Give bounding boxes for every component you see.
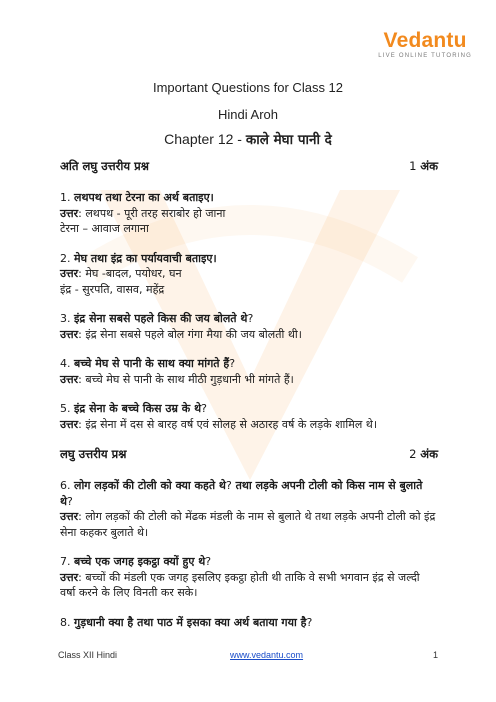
answer-text: इंद्र - सुरपति, वासव, महेंद्र xyxy=(60,282,165,296)
page-number: 1 xyxy=(432,650,438,660)
question-mark: ? xyxy=(201,402,207,415)
question-item xyxy=(60,251,438,298)
answer-label: उत्तर xyxy=(60,206,79,220)
footer-website-link[interactable]: www.vedantu.com xyxy=(230,650,304,660)
section-marks xyxy=(409,446,438,462)
question-text: तथा लड़के अपनी टोली को किस नाम से बुलाते थे xyxy=(60,479,423,508)
marks-word: अंक xyxy=(420,447,438,461)
marks-number: 1 xyxy=(409,159,417,173)
question-number: 2. xyxy=(60,251,71,265)
question-item xyxy=(60,356,438,387)
question-number: 6. xyxy=(60,479,71,492)
chapter-title: काले मेघा पानी दे xyxy=(245,132,332,148)
section-heading xyxy=(60,446,438,462)
answer-text: टेरना – आवाज लगाना xyxy=(60,222,149,235)
doc-chapter xyxy=(0,130,496,148)
logo-brand: Vedantu xyxy=(383,29,467,52)
section-title: लघु उत्तरीय प्रश्न xyxy=(60,447,127,461)
marks-number: 2 xyxy=(409,447,417,461)
question-item xyxy=(60,311,438,342)
answer-text: : इंद्र सेना सबसे पहले बोल गंगा मैया की जय बोलती थी। xyxy=(78,327,302,341)
doc-title: Important Questions for Class 12 xyxy=(152,80,344,95)
answer-label: उत्तर xyxy=(60,327,79,341)
doc-subject: Hindi Aroh xyxy=(218,107,278,122)
answer-text: : बच्चों की मंडली एक जगह इसलिए इकट्ठा होती थी ताकि वे सभी भगवान इंद्र से जल्दी वर्षा करने के लिए विनती कर सके। xyxy=(60,570,420,599)
question-number: 7. xyxy=(60,555,71,568)
marks-word: अंक xyxy=(420,159,438,173)
answer-label: उत्तर xyxy=(60,372,79,386)
answer-label: उत्तर xyxy=(60,510,79,523)
answer-text: : मेघ -बादल, पयोधर, घन xyxy=(78,267,182,280)
question-text: गुड़धानी क्या है तथा पाठ में इसका क्या अर्थ बताया गया है xyxy=(74,615,307,629)
question-number: 8. xyxy=(60,615,71,629)
question-mark: ? xyxy=(67,494,73,508)
question-mark: ? xyxy=(225,479,232,492)
question-number: 5. xyxy=(60,402,71,415)
answer-label: उत्तर xyxy=(60,267,79,280)
chapter-prefix: Chapter 12 - xyxy=(164,131,246,147)
question-mark: ? xyxy=(229,357,236,370)
section-heading xyxy=(60,158,438,174)
question-text: बच्चे एक जगह इकट्ठा क्यों हुए थे xyxy=(74,555,206,568)
vedantu-logo xyxy=(378,30,472,60)
question-item xyxy=(60,190,438,237)
logo-tagline: LIVE ONLINE TUTORING xyxy=(378,53,472,59)
question-mark: ? xyxy=(205,555,212,568)
question-number: 1. xyxy=(60,191,71,204)
section-title: अति लघु उत्तरीय प्रश्न xyxy=(60,159,149,173)
answer-label: उत्तर xyxy=(60,417,79,431)
answer-text: : लोग लड़कों की टोली को मेंढक मंडली के नाम से बुलाते थे तथा लड़के अपनी टोली को इंद्र सेना कहकर बुलाते थे। xyxy=(60,510,436,539)
question-mark: ? xyxy=(306,615,313,629)
question-item xyxy=(60,554,438,601)
footer-class: Class XII Hindi xyxy=(58,650,118,660)
answer-label: उत्तर xyxy=(60,570,79,584)
question-mark: ? xyxy=(247,312,254,325)
answer-text: : लथपथ - पूरी तरह सराबोर हो जाना xyxy=(78,206,226,220)
questions-content xyxy=(60,158,438,644)
question-text: मेघ तथा इंद्र का पर्यायवाची बताइए। xyxy=(74,251,217,265)
answer-text: : इंद्र सेना में दस से बारह वर्ष एवं सोलह से अठारह वर्ष के लड़के शामिल थे। xyxy=(78,417,377,431)
question-text: लोग लड़कों की टोली को क्या कहते थे xyxy=(74,479,226,492)
section-marks xyxy=(409,158,438,174)
question-text: लथपथ तथा टेरना का अर्थ बताइए। xyxy=(74,191,214,204)
question-number: 3. xyxy=(60,312,71,325)
question-item xyxy=(60,615,438,631)
question-number: 4. xyxy=(60,357,71,370)
question-item xyxy=(60,401,438,432)
question-text: इंद्र सेना सबसे पहले किस की जय बोलते थे xyxy=(74,312,248,325)
question-item xyxy=(60,478,438,540)
question-text: बच्चे मेघ से पानी के साथ क्या मांगते हैं xyxy=(74,357,230,370)
answer-text: : बच्चे मेघ से पानी के साथ मीठी गुड़धानी भी मांगते हैं। xyxy=(78,372,294,386)
question-text: इंद्र सेना के बच्चे किस उम्र के थे xyxy=(74,402,202,415)
